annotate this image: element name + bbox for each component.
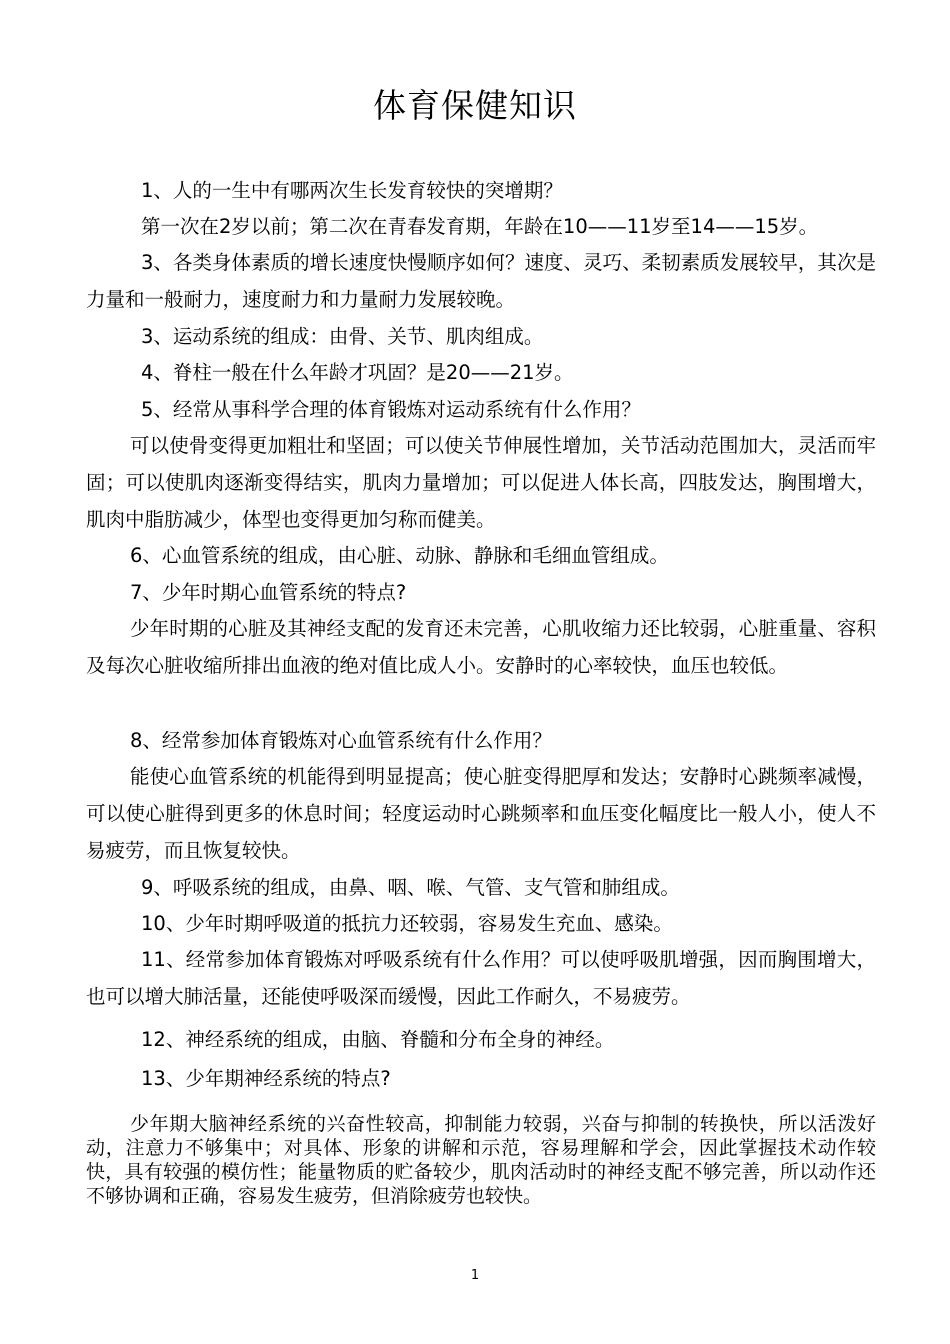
paragraph-q7: 7、少年时期心血管系统的特点? bbox=[130, 581, 407, 604]
paragraph-a5: 可以使骨变得更加粗壮和坚固；可以使关节伸展性增加，关节活动范围加大，灵活而牢固；可以使肌肉逐渐变得结实，肌肉力量增加；可以促进人体长高，四肢发达，胸围增大，肌肉中脂肪减少，体型也变得更加匀称而健美。 bbox=[86, 434, 876, 531]
paragraph-q11: 11、经常参加体育锻炼对呼吸系统有什么作用？可以使呼吸肌增强，因而胸围增大，也可以增大肺活量，还能使呼吸深而缓慢，因此工作耐久，不易疲劳。 bbox=[86, 948, 876, 1008]
paragraph-q3a: 3、各类身体素质的增长速度快慢顺序如何？速度、灵巧、柔韧素质发展较早，其次是力量和一般耐力，速度耐力和力量耐力发展较晚。 bbox=[86, 251, 876, 311]
paragraph-q5: 5、经常从事科学合理的体育锻炼对运动系统有什么作用？ bbox=[141, 398, 641, 421]
paragraph-a13: 少年期大脑神经系统的兴奋性较高，抑制能力较弱，兴奋与抑制的转换快，所以活泼好动，注意力不够集中；对具体、形象的讲解和示范，容易理解和学会，因此掌握技术动作较快，具有较强的模仿性；能量物质的贮备较少，肌肉活动时的神经支配不够完善，所以动作还不够协调和正确，容易发生疲劳，但消除疲劳也较快。 bbox=[86, 1113, 876, 1207]
paragraph-q13: 13、少年期神经系统的特点? bbox=[141, 1067, 391, 1090]
paragraph-q3b: 3、运动系统的组成：由骨、关节、肌肉组成。 bbox=[141, 325, 544, 348]
page-number: 1 bbox=[470, 1268, 480, 1283]
paragraph-q8: 8、经常参加体育锻炼对心血管系统有什么作用？ bbox=[130, 729, 552, 752]
paragraph-q1: 1、人的一生中有哪两次生长发育较快的突增期？ bbox=[141, 179, 563, 202]
paragraph-q12: 12、神经系统的组成，由脑、脊髓和分布全身的神经。 bbox=[141, 1028, 615, 1051]
paragraph-a8: 能使心血管系统的机能得到明显提高；使心脏变得肥厚和发达；安静时心跳频率减慢，可以使心脏得到更多的休息时间；轻度运动时心跳频率和血压变化幅度比一般人小，使人不易疲劳，而且恢复较快。 bbox=[86, 765, 876, 862]
paragraph-q6: 6、心血管系统的组成，由心脏、动脉、静脉和毛细血管组成。 bbox=[130, 544, 669, 567]
document-title: 体育保健知识 bbox=[373, 86, 577, 125]
paragraph-q4: 4、脊柱一般在什么年龄才巩固？是20——21岁。 bbox=[141, 361, 574, 384]
paragraph-q10: 10、少年时期呼吸道的抵抗力还较弱，容易发生充血、感染。 bbox=[141, 912, 673, 935]
paragraph-a7: 少年时期的心脏及其神经支配的发育还未完善，心肌收缩力还比较弱，心脏重量、容积及每次心脏收缩所排出血液的绝对值比成人小。安静时的心率较快，血压也较低。 bbox=[86, 617, 876, 677]
paragraph-q9: 9、呼吸系统的组成，由鼻、咽、喉、气管、支气管和肺组成。 bbox=[141, 876, 680, 899]
paragraph-a1: 第一次在2岁以前；第二次在青春发育期，年龄在10——11岁至14——15岁。 bbox=[141, 215, 819, 238]
